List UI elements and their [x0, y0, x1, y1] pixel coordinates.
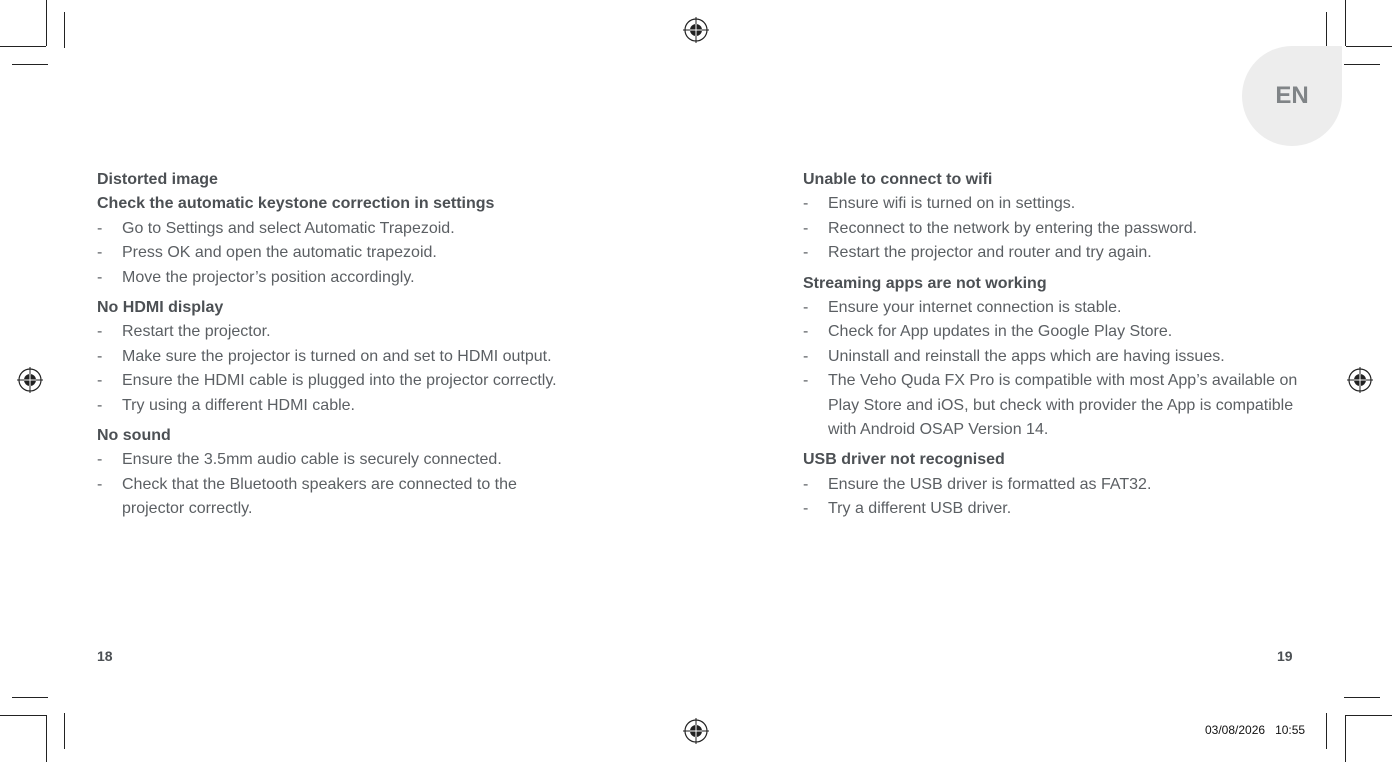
bullet-dash: - — [97, 219, 103, 237]
section-heading: Streaming apps are not working — [803, 274, 1047, 292]
list-item — [803, 473, 1303, 497]
registration-mark-icon — [683, 718, 709, 744]
list-item — [97, 241, 577, 265]
crop-mark — [1345, 715, 1346, 762]
crop-mark — [1326, 12, 1327, 48]
section-heading: No HDMI display — [97, 299, 224, 317]
list-item-text: Try using a different HDMI cable. — [122, 396, 355, 414]
section-distorted-image — [97, 168, 577, 290]
section-heading: Distorted image — [97, 171, 218, 188]
crop-mark — [12, 64, 48, 65]
section-no-sound — [97, 424, 577, 522]
list-item-text: Restart the projector. — [122, 323, 271, 341]
crop-mark — [1346, 715, 1392, 716]
crop-mark — [1345, 0, 1346, 46]
section-no-hdmi-display — [97, 296, 577, 418]
list-item — [803, 217, 1303, 241]
section-heading: Unable to connect to wifi — [803, 171, 993, 188]
list-item-text: Reconnect to the network by entering the password. — [828, 219, 1198, 237]
section-usb-driver — [803, 448, 1303, 521]
bullet-dash: - — [803, 323, 809, 341]
bullet-dash: - — [97, 475, 103, 493]
list-item-text: Ensure your internet connection is stable. — [828, 299, 1122, 317]
list-item — [803, 296, 1303, 320]
list-item-text: Try a different USB driver. — [828, 500, 1012, 518]
crop-mark — [64, 713, 65, 749]
bullet-dash: - — [97, 323, 103, 341]
list-item-text: The Veho Quda FX Pro is compatible with most App’s available on Play Store and iOS, but check with provider the App is compatible with Android OSAP Version 14. — [828, 372, 1298, 439]
bullet-dash: - — [97, 244, 103, 262]
bullet-dash: - — [803, 372, 809, 390]
left-column — [97, 168, 577, 528]
bullet-dash: - — [803, 299, 809, 317]
section-wifi — [803, 168, 1303, 266]
list-item-text: Uninstall and reinstall the apps which are having issues. — [828, 347, 1225, 365]
list-item-text: Ensure the HDMI cable is plugged into the projector correctly. — [122, 372, 557, 390]
list-item — [97, 473, 577, 522]
page-number-right: 19 — [1277, 648, 1293, 664]
registration-mark-icon — [1347, 367, 1373, 393]
crop-mark — [1346, 46, 1392, 47]
bullet-dash: - — [97, 347, 103, 365]
crop-mark — [12, 697, 48, 698]
bullet-dash: - — [97, 396, 103, 414]
bullet-dash: - — [97, 268, 103, 286]
section-streaming-apps — [803, 272, 1303, 443]
list-item-text: Restart the projector and router and try again. — [828, 244, 1152, 262]
bullet-dash: - — [97, 451, 103, 469]
bullet-dash: - — [803, 347, 809, 365]
list-item-text: Ensure the USB driver is formatted as FAT32. — [828, 475, 1152, 493]
crop-mark — [1344, 697, 1380, 698]
list-item-text: Go to Settings and select Automatic Trapezoid. — [122, 219, 455, 237]
page-number-left: 18 — [97, 648, 113, 664]
section-subheading: Check the automatic keystone correction in settings — [97, 195, 495, 213]
bullet-dash: - — [803, 244, 809, 262]
list-item-text: Check for App updates in the Google Play Store. — [828, 323, 1173, 341]
list-item — [803, 192, 1303, 216]
list-item — [97, 369, 577, 393]
crop-mark — [46, 0, 47, 46]
list-item — [97, 448, 577, 472]
right-column — [803, 168, 1303, 528]
language-badge: EN — [1242, 46, 1342, 146]
list-item — [803, 345, 1303, 369]
bullet-dash: - — [97, 372, 103, 390]
list-item — [97, 320, 577, 344]
registration-mark-icon — [683, 17, 709, 43]
list-item-text: Ensure the 3.5mm audio cable is securely connected. — [122, 451, 502, 469]
crop-mark — [1326, 713, 1327, 749]
crop-mark — [46, 715, 47, 762]
bullet-dash: - — [803, 219, 809, 237]
crop-mark — [1344, 64, 1380, 65]
section-heading: No sound — [97, 427, 171, 445]
list-item — [803, 497, 1303, 521]
print-date: 03/08/2026 — [1205, 723, 1266, 737]
crop-mark — [64, 12, 65, 48]
registration-mark-icon — [17, 367, 43, 393]
bullet-dash: - — [803, 475, 809, 493]
list-item — [97, 345, 577, 369]
list-item — [803, 320, 1303, 344]
bullet-dash: - — [803, 195, 809, 213]
list-item — [803, 369, 1303, 442]
print-timestamp — [1205, 723, 1305, 737]
list-item-text: Ensure wifi is turned on in settings. — [828, 195, 1076, 213]
list-item — [803, 241, 1303, 265]
print-time: 10:55 — [1275, 723, 1306, 737]
list-item — [97, 217, 577, 241]
crop-mark — [0, 715, 46, 716]
bullet-dash: - — [803, 500, 809, 518]
list-item-text: Check that the Bluetooth speakers are connected to the projector correctly. — [122, 475, 517, 518]
list-item — [97, 266, 577, 290]
list-item-text: Press OK and open the automatic trapezoid. — [122, 244, 437, 262]
section-heading: USB driver not recognised — [803, 451, 1005, 469]
list-item-text: Make sure the projector is turned on and set to HDMI output. — [122, 347, 552, 365]
list-item — [97, 394, 577, 418]
list-item-text: Move the projector’s position accordingly. — [122, 268, 415, 286]
crop-mark — [0, 46, 46, 47]
